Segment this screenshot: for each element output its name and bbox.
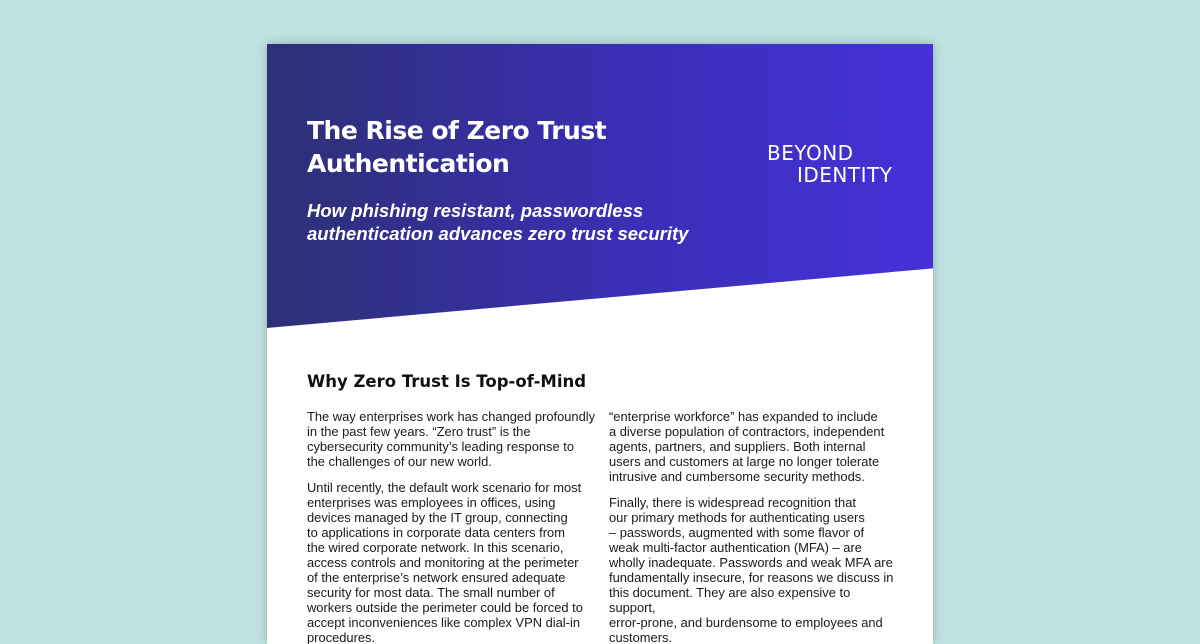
document-page	[267, 44, 933, 644]
left-column	[307, 409, 597, 644]
text-line: The way enterprises work has changed profoundly	[307, 409, 596, 424]
text-line: “enterprise workforce” has expanded to include	[609, 409, 878, 424]
text-line: access controls and monitoring at the perimeter	[307, 555, 579, 570]
text-line: the challenges of our new world.	[307, 454, 492, 469]
text-line: in the past few years. “Zero trust” is the	[307, 424, 531, 439]
logo-line: BEYOND	[767, 141, 854, 165]
text-line: workers outside the perimeter could be forced to	[307, 600, 583, 615]
text-line: wholly inadequate. Passwords and weak MFA are	[609, 555, 893, 570]
paragraph	[307, 409, 597, 469]
text-line: users and customers at large no longer tolerate	[609, 454, 880, 469]
text-line: cybersecurity community’s leading response to	[307, 439, 575, 454]
text-line: Until recently, the default work scenario for most	[307, 480, 582, 495]
paragraph	[609, 409, 899, 484]
text-line: procedures.	[307, 630, 376, 644]
text-line: intrusive and cumbersome security methods.	[609, 469, 865, 484]
logo-line: IDENTITY	[797, 163, 893, 187]
paragraph	[609, 495, 899, 644]
text-line: enterprises was employees in offices, using	[307, 495, 556, 510]
section-heading: Why Zero Trust Is Top-of-Mind	[307, 372, 587, 391]
document-title	[307, 114, 667, 180]
text-line: accept inconveniences like complex VPN dial-in	[307, 615, 580, 630]
text-line: fundamentally insecure, for reasons we discuss in	[609, 570, 894, 585]
subtitle-line: How phishing resistant, passwordless	[307, 200, 644, 221]
text-line: security for most data. The small number of	[307, 585, 555, 600]
right-column	[609, 409, 899, 644]
text-line: customers.	[609, 630, 673, 644]
text-line: our primary methods for authenticating users	[609, 510, 865, 525]
text-line: to applications in corporate data centers from	[307, 525, 565, 540]
beyond-identity-logo	[767, 142, 892, 186]
text-line: a diverse population of contractors, independent	[609, 424, 885, 439]
document-subtitle	[307, 199, 727, 245]
text-line: Finally, there is widespread recognition that	[609, 495, 856, 510]
text-line: agents, partners, and suppliers. Both internal	[609, 439, 866, 454]
title-line: Authentication	[307, 149, 510, 178]
title-line: The Rise of Zero Trust	[307, 116, 607, 145]
subtitle-line: authentication advances zero trust security	[307, 223, 689, 244]
text-line: devices managed by the IT group, connecting	[307, 510, 568, 525]
paragraph	[307, 480, 597, 644]
text-line: this document. They are also expensive to support,	[609, 585, 851, 615]
text-line: – passwords, augmented with some flavor of	[609, 525, 865, 540]
text-line: error-prone, and burdensome to employees and	[609, 615, 883, 630]
text-line: the wired corporate network. In this scenario,	[307, 540, 564, 555]
text-line: weak multi-factor authentication (MFA) – are	[609, 540, 862, 555]
text-line: of the enterprise’s network ensured adequate	[307, 570, 566, 585]
